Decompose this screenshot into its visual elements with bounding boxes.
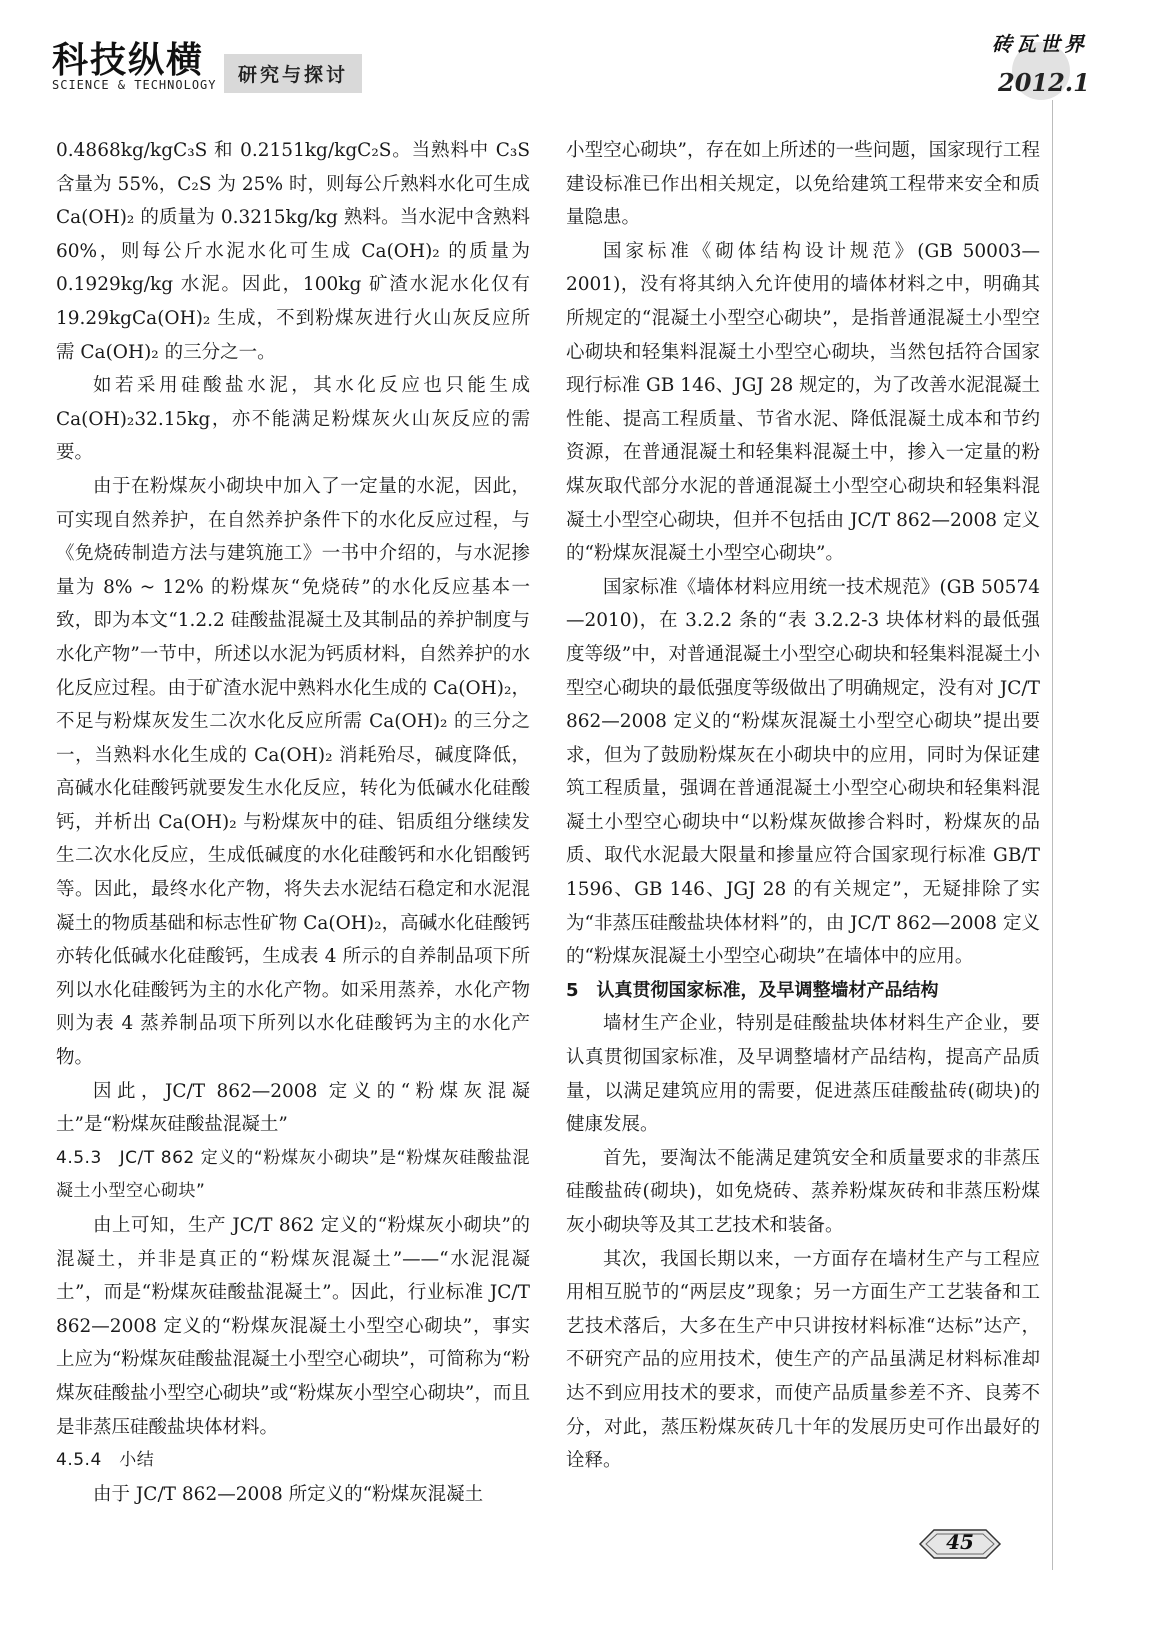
paragraph: 国家标准《墙体材料应用统一技术规范》(GB 50574—2010)，在 3.2.2 条的“表 3.2.2-3 块体材料的最低强度等级”中，对普通混凝土小型空心砌块和轻集料混凝土小型空心砌块的最低强度等级做出了明确规定，没有对 JC/T 862—2008 定义的“粉煤灰混凝土小型空心砌块”提出要求，但为了鼓励粉煤灰在小砌块中的应用，同时为保证建筑工程质量，强调在普通混凝土小型空心砌块和轻集料混凝土小型空心砌块中“以粉煤灰做掺合料时，粉煤灰的品质、取代水泥最大限量和掺量应符合国家现行标准 GB/T 1596、GB 146、JGJ 28 的有关规定”，无疑排除了实为“非蒸压硅酸盐块体材料”的，由 JC/T 862—2008 定义的“粉煤灰混凝土小型空心砌块”在墙体中的应用。 xyxy=(566,576,1040,968)
paragraph: 如若采用硅酸盐水泥，其水化反应也只能生成 Ca(OH)₂32.15kg，亦不能满足粉煤灰火山灰反应的需要。 xyxy=(56,375,530,464)
section-label: 研究与探讨 xyxy=(224,54,362,93)
margin-rule xyxy=(1052,100,1053,1570)
paragraph: 其次，我国长期以来，一方面存在墙材生产与工程应用相互脱节的“两层皮”现象；另一方面生产工艺装备和工艺技术落后，大多在生产中只讲按材料标准“达标”达产，不研究产品的应用技术，使生产的产品虽满足材料标准却达不到应用技术的要求，而使产品质量参差不齐、良莠不分，对此，蒸压粉煤灰砖几十年的发展历史可作出最好的诠释。 xyxy=(566,1248,1040,1472)
issue-badge xyxy=(986,28,1094,118)
paragraph: 由于在粉煤灰小砌块中加入了一定量的水泥，因此，可实现自然养护，在自然养护条件下的水化反应过程，与《免烧砖制造方法与建筑施工》一书中介绍的，与水泥掺量为 8% ~ 12% 的粉煤灰“免烧砖”的水化反应基本一致，即为本文“1.2.2 硅酸盐混凝土及其制品的养护制度与水化产物”一节中，所述以水泥为钙质材料，自然养护的水化反应过程。由于矿渣水泥中熟料水化生成的 Ca(OH)₂，不足与粉煤灰发生二次水化反应所需 Ca(OH)₂ 的三分之一，当熟料水化生成的 Ca(OH)₂ 消耗殆尽，碱度降低，高碱水化硅酸钙就要发生水化反应，转化为低碱水化硅酸钙，并析出 Ca(OH)₂ 与粉煤灰中的硅、铝质组分继续发生二次水化反应，生成低碱度的水化硅酸钙和水化铝酸钙等。因此，最终水化产物，将失去水泥结石稳定和水泥混凝土的物质基础和标志性矿物 Ca(OH)₂，高碱水化硅酸钙亦转化低碱水化硅酸钙，生成表 4 所示的自养制品项下所列以水化硅酸钙为主的水化产物。如采用蒸养，水化产物则为表 4 蒸养制品项下所列以水化硅酸钙为主的水化产物。 xyxy=(56,475,530,1069)
journal-brand-english: SCIENCE & TECHNOLOGY xyxy=(52,78,217,92)
paragraph: 因此，JC/T 862—2008 定义的“粉煤灰混凝土”是“粉煤灰硅酸盐混凝土” xyxy=(56,1080,530,1136)
section-heading: 4.5.4 小结 xyxy=(56,1450,155,1471)
issue-year: 2012.1 xyxy=(998,68,1090,97)
paragraph: 小型空心砌块”，存在如上所述的一些问题，国家现行工程建设标准已作出相关规定，以免给建筑工程带来安全和质量隐患。 xyxy=(566,140,1040,229)
paragraph: 由于 JC/T 862—2008 所定义的“粉煤灰混凝土 xyxy=(93,1483,484,1505)
page-number-text: 45 xyxy=(946,1530,974,1554)
paragraph: 0.4868kg/kgC₃S 和 0.2151kg/kgC₂S。当熟料中 C₃S 含量为 55%，C₂S 为 25% 时，则每公斤熟料水化可生成 Ca(OH)₂ 的质量为 0.3215kg/kg 熟料。当水泥中含熟料 60%，则每公斤水泥水化可生成 Ca(OH)₂ 的质量为 0.1929kg/kg 水泥。因此，100kg 矿渣水泥水化仅有 19.29kgCa(OH)₂ 生成，不到粉煤灰进行火山灰反应所需 Ca(OH)₂ 的三分之一。 xyxy=(56,140,530,363)
paragraph: 首先，要淘汰不能满足建筑安全和质量要求的非蒸压硅酸盐砖(砌块)，如免烧砖、蒸养粉煤灰砖和非蒸压粉煤灰小砌块等及其工艺技术和装备。 xyxy=(566,1147,1040,1236)
paragraph: 国家标准《砌体结构设计规范》(GB 50003—2001)，没有将其纳入允许使用的墙体材料之中，明确其所规定的“混凝土小型空心砌块”，是指普通混凝土小型空心砌块和轻集料混凝土小型空心砌块，当然包括符合国家现行标准 GB 146、JGJ 28 规定的，为了改善水泥混凝土性能、提高工程质量、节省水泥、降低混凝土成本和节约资源，在普通混凝土和轻集料混凝土中，掺入一定量的粉煤灰取代部分水泥的普通混凝土小型空心砌块和轻集料混凝土小型空心砌块，但并不包括由 JC/T 862—2008 定义的“粉煤灰混凝土小型空心砌块”。 xyxy=(566,240,1040,565)
paragraph: 墙材生产企业，特别是硅酸盐块体材料生产企业，要认真贯彻国家标准，及早调整墙材产品结构，提高产品质量，以满足建筑应用的需要，促进蒸压硅酸盐砖(砌块)的健康发展。 xyxy=(566,1013,1040,1136)
section-heading: 4.5.3 JC/T 862 定义的“粉煤灰小砌块”是“粉煤灰硅酸盐混凝土小型空心砌块” xyxy=(56,1147,530,1202)
section-heading: 5 认真贯彻国家标准，及早调整墙材产品结构 xyxy=(566,979,939,1001)
left-column xyxy=(56,134,530,1511)
journal-brand: 科技纵横 xyxy=(52,40,205,81)
issue-logo: 砖瓦世界 xyxy=(992,32,1088,56)
page-header xyxy=(52,28,1132,98)
right-column xyxy=(566,134,1040,1478)
paragraph: 由上可知，生产 JC/T 862 定义的“粉煤灰小砌块”的混凝土，并非是真正的“粉煤灰混凝土”——“水泥混凝土”，而是“粉煤灰硅酸盐混凝土”。因此，行业标准 JC/T 862—2008 定义的“粉煤灰混凝土小型空心砌块”，事实上应为“粉煤灰硅酸盐混凝土小型空心砌块”，可简称为“粉煤灰硅酸盐小型空心砌块”或“粉煤灰小型空心砌块”，而且是非蒸压硅酸盐块体材料。 xyxy=(56,1215,530,1438)
page-number xyxy=(918,1524,1002,1564)
